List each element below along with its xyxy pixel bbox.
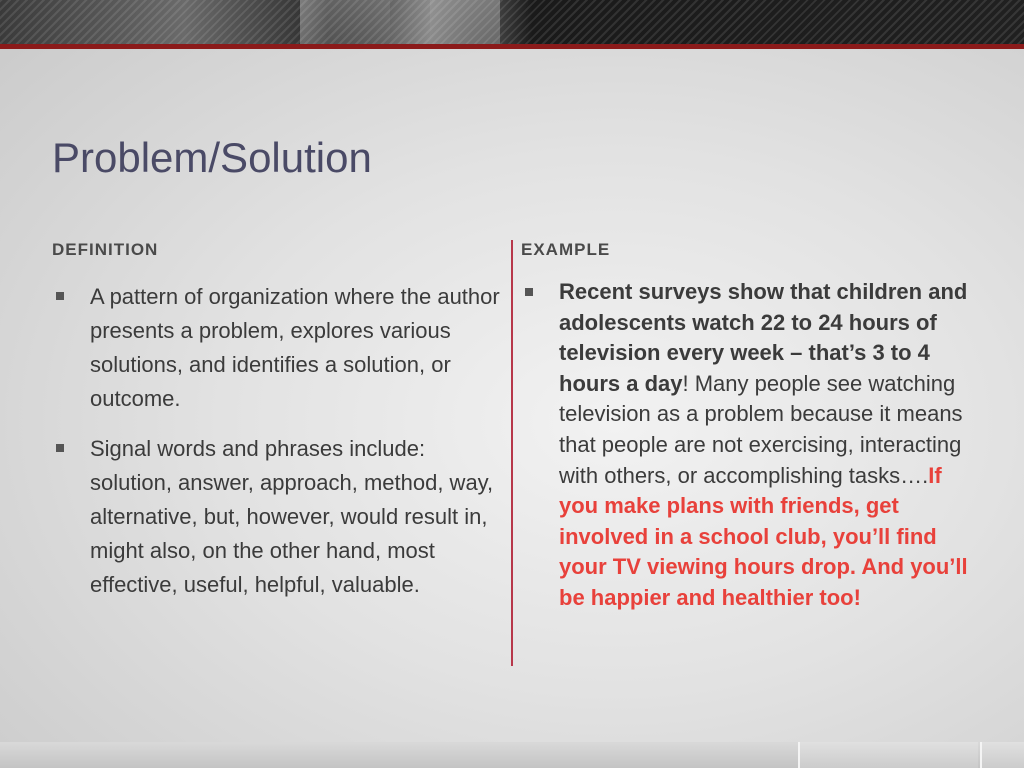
example-heading: EXAMPLE <box>521 240 611 259</box>
example-bold-text: Recent surveys show that children and adolescents watch 22 to 24 hours of television every week – that’s 3 to 4 hours a day <box>559 279 968 396</box>
list-item <box>52 280 507 416</box>
definition-bullet-text: Signal words and phrases include: solution, answer, approach, method, way, alternative, but, however, would result in, might also, on the other hand, most effective, useful, helpful, valuable. <box>90 436 494 597</box>
list-item <box>52 432 507 602</box>
header-banner-image <box>0 0 1024 44</box>
list-item <box>521 277 971 614</box>
example-red-text: If you make plans with friends, get involved in a school club, you’ll find your TV viewing hours drop. And you’ll be happier and healthier too! <box>559 462 968 610</box>
banner-highlight <box>300 0 390 44</box>
footer-box <box>798 742 978 768</box>
definition-bullet-text: A pattern of organization where the author presents a problem, explores various solutions, and identifies a solution, or outcome. <box>90 284 500 411</box>
slide-title: Problem/Solution <box>52 134 372 181</box>
example-list <box>521 277 971 630</box>
square-bullet-icon <box>525 288 533 296</box>
square-bullet-icon <box>56 444 64 452</box>
column-divider <box>511 240 513 666</box>
definition-heading: DEFINITION <box>52 240 159 259</box>
example-normal-text: ! Many people see watching television as a problem because it means that people are not exercising, interacting with others, or accomplishing tasks…. <box>559 370 963 488</box>
definition-list <box>52 280 507 618</box>
header-accent-line <box>0 44 1024 49</box>
square-bullet-icon <box>56 292 64 300</box>
footer-box <box>980 742 1024 768</box>
banner-highlight <box>430 0 500 44</box>
